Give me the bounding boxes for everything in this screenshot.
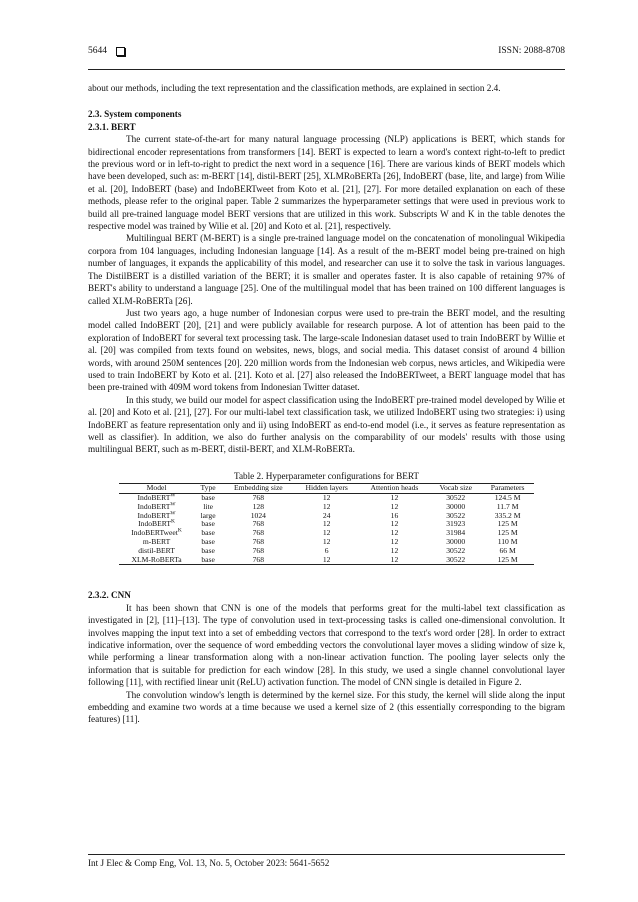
cell-embedding: 768: [252, 536, 265, 546]
cell-hidden: 12: [322, 519, 331, 529]
model-subscript: K: [171, 518, 175, 525]
cell-type: base: [201, 545, 215, 555]
cell-vocab: 30522: [446, 492, 466, 502]
bert-paragraph-2: Multilingual BERT (M-BERT) is a single pre-trained language model on the concatenation of monolingual Wikipedia corpora from 104 languages, including Indonesian language [14]. As a result of the m-BERT model being pre-trained on high number of languages, it expands the applicability of this model, and researcher can use it to solve the task in various languages. The DistilBERT is a distilled variation of the BERT; it is smaller and operates faster. It is also capable of retaining 97% of BERT's ability to understand a language [25]. One of the multilingual model that has been trained on 100 different languages is called XLM-RoBERTa [26].: [88, 233, 565, 306]
col-header-vocab: Vocab size: [430, 484, 481, 494]
section-heading-system-components: 2.3. System components: [88, 109, 182, 120]
page-number: 5644: [88, 46, 107, 56]
cell-model: IndoBERT$^W$: [137, 492, 176, 502]
cell-type: base: [201, 536, 215, 546]
cell-heads: 16: [390, 510, 399, 520]
cell-hidden: 12: [322, 492, 331, 502]
cnn-paragraph-2: The convolution window's length is determined by the kernel size. For this study, the kernel will slide along the input embedding and examine two words at a time because we used a kernel size of 2 (this essentially corresponding to the bigram features) [11].: [88, 689, 565, 725]
cell-params: 125 M: [481, 556, 534, 565]
cell-params: 125 M: [497, 519, 518, 529]
cell-vocab: 31984: [446, 528, 466, 538]
journal-citation: Int J Elec & Comp Eng, Vol. 13, No. 5, October 2023: 5641-5652: [88, 858, 330, 868]
col-header-model: Model: [119, 484, 194, 494]
cell-hidden: 24: [322, 510, 331, 520]
cell-embedding: 768: [252, 492, 265, 502]
body-content: [88, 82, 565, 726]
cell-heads: 12: [390, 545, 399, 555]
cell-type: base: [194, 556, 222, 565]
cell-model: IndoBERT$^W$: [137, 501, 176, 511]
cell-params: 124.5 M: [494, 492, 521, 502]
cnn-paragraph-1: It has been shown that CNN is one of the models that performs great for the multi-label text classification as investigated in [2], [11]–[13]. The type of convolution used in text-processing tasks is called one-dimensional convolution. It involves mapping the input text into a set of embedding vectors that correspond to the text's word order [28]. In order to extract indicative information, over the sequence of word embedding vectors the convolutional layer moves a sliding window of size k, while performing a linear transformation along with a non-linear activation function. The pooling layer selects only the information that is suitable for prediction for each window [28]. In this study, we used a single channel convolutional layer following [11], with rectified linear unit (ReLU) activation function. The model of CNN single is detailed in Figure 2.: [88, 602, 565, 688]
cell-params: 66 M: [499, 545, 516, 555]
hyperparameter-table: [119, 483, 534, 565]
bert-paragraph-4: In this study, we build our model for aspect classification using the IndoBERT pre-trained model developed by Wilie et al. [20] and Koto et al. [21], [27]. For our multi-label text classification task, we utilized IndoBERT using two strategies: i) using IndoBERT as feature representation only and ii) using IndoBERT as end-to-end model (i.e., it serves as feature representation as well as classifier). In addition, we also do further analysis on the comparability of our models' results with those using multilingual BERT, such as m-BERT, distil-BERT, and XLM-RoBERTa.: [88, 394, 565, 455]
cell-model: IndoBERT$^K$: [138, 518, 175, 529]
cell-params: 110 M: [497, 536, 518, 546]
square-bullet-icon: [116, 47, 125, 56]
cell-heads: 12: [359, 556, 430, 565]
cell-model: XLM-RoBERTa: [119, 556, 194, 565]
col-header-hidden: Hidden layers: [295, 484, 359, 494]
cell-hidden: 6: [324, 545, 329, 555]
cell-heads: 12: [390, 528, 399, 538]
header-left: [88, 46, 125, 56]
cell-vocab: 31923: [446, 519, 466, 529]
cell-model: IndoBERT$^W$: [137, 510, 176, 520]
cell-heads: 12: [390, 536, 399, 546]
cell-model: distil-BERT: [138, 545, 175, 555]
cell-vocab: 30000: [446, 536, 466, 546]
bert-paragraph-1: The current state-of-the-art for many natural language processing (NLP) applications is BERT, which stands for bidirectional encoder representations from transformers [14]. BERT is expected to learn a word's context right-to-left to predict the previous word or in left-to-right to predict the next word in a sequence [16]. There are various kinds of BERT models which have been developed, such as: m-BERT [14], distil-BERT [25], XLMRoBERTa [26], IndoBERT (base, lite, and large) from Wilie et al. [20], IndoBERT (base) and IndoBERTweet from Koto et al. [21], [27]. For more detailed explanation on each of these methods, please refer to the original paper. Table 2 summarizes the hyperparameter settings that were used in previous work to build all pre-trained language model BERT versions that are utilized in this work. Subscripts W and K in the table denotes the respective model was trained by Wilie et al. [20] and Koto et al. [21], respectively.: [88, 134, 565, 232]
col-header-params: Parameters: [481, 484, 534, 494]
cell-type: base: [201, 492, 215, 502]
cell-embedding: 768: [252, 528, 265, 538]
bert-paragraph-3: Just two years ago, a huge number of Indonesian corpus were used to pre-train the BERT model, and the resulting model called IndoBERT [20], [21] and were publicly available for research purpose. A lot of attention has been paid to the exploration of IndoBERT for several text processing task. The large-scale Indonesian dataset used to train IndoBERT by Willie et al. [20] was compiled from texts found on websites, news, blogs, and social media. This dataset consist of around 4 billion words, with around 250M sentences [20]. 220 million words from the Indonesian web corpus, news articles, and Wikipedia were used to train IndoBERT by Koto et al. [21]. Koto et al. [27] also released the IndoBERTweet, a BERT language model that has been pre-trained with 409M word tokens from Indonesian Twitter dataset.: [88, 307, 565, 393]
intro-paragraph: about our methods, including the text representation and the classification methods, are explained in section 2.4.: [88, 83, 501, 93]
cell-hidden: 12: [322, 501, 331, 511]
cell-params: 11.7 M: [496, 501, 519, 511]
table-body: [119, 493, 534, 564]
cell-vocab: 30000: [446, 501, 466, 511]
subsection-heading-cnn: 2.3.2. CNN: [88, 590, 131, 601]
cell-embedding: 768: [222, 556, 295, 565]
cell-embedding: 128: [252, 501, 265, 511]
cell-type: large: [200, 510, 216, 520]
cell-params: 125 M: [497, 528, 518, 538]
cell-model: m-BERT: [142, 536, 171, 546]
cell-heads: 12: [390, 501, 399, 511]
cell-type: lite: [203, 501, 213, 511]
col-header-heads: Attention heads: [359, 484, 430, 494]
cell-params: 335.2 M: [494, 510, 521, 520]
model-subscript: W: [170, 510, 176, 517]
cell-vocab: 30522: [446, 510, 466, 520]
table-caption: Table 2. Hyperparameter configurations for BERT: [233, 470, 420, 481]
cell-embedding: 1024: [250, 510, 266, 520]
footer-rule: [88, 854, 565, 855]
model-subscript: K: [177, 527, 182, 534]
subsection-heading-bert: 2.3.1. BERT: [88, 121, 136, 132]
cell-hidden: 12: [322, 528, 331, 538]
cell-model: IndoBERTweet$^K$: [131, 527, 182, 538]
cell-type: base: [201, 519, 215, 529]
page-header: [88, 46, 565, 56]
table-row: [119, 556, 534, 565]
cell-hidden: 12: [295, 556, 359, 565]
cell-embedding: 768: [252, 519, 265, 529]
model-subscript: W: [170, 501, 176, 508]
cell-hidden: 12: [322, 536, 331, 546]
col-header-embedding: Embedding size: [222, 484, 295, 494]
model-subscript: W: [170, 492, 176, 499]
cell-type: base: [201, 528, 215, 538]
cell-heads: 12: [390, 519, 399, 529]
header-rule: [88, 69, 565, 70]
col-header-type: Type: [194, 484, 222, 494]
cell-embedding: 768: [252, 545, 265, 555]
cell-vocab: 30522: [430, 556, 481, 565]
cell-vocab: 30522: [446, 545, 466, 555]
cell-heads: 12: [390, 492, 399, 502]
issn-label: ISSN: 2088-8708: [498, 46, 565, 56]
